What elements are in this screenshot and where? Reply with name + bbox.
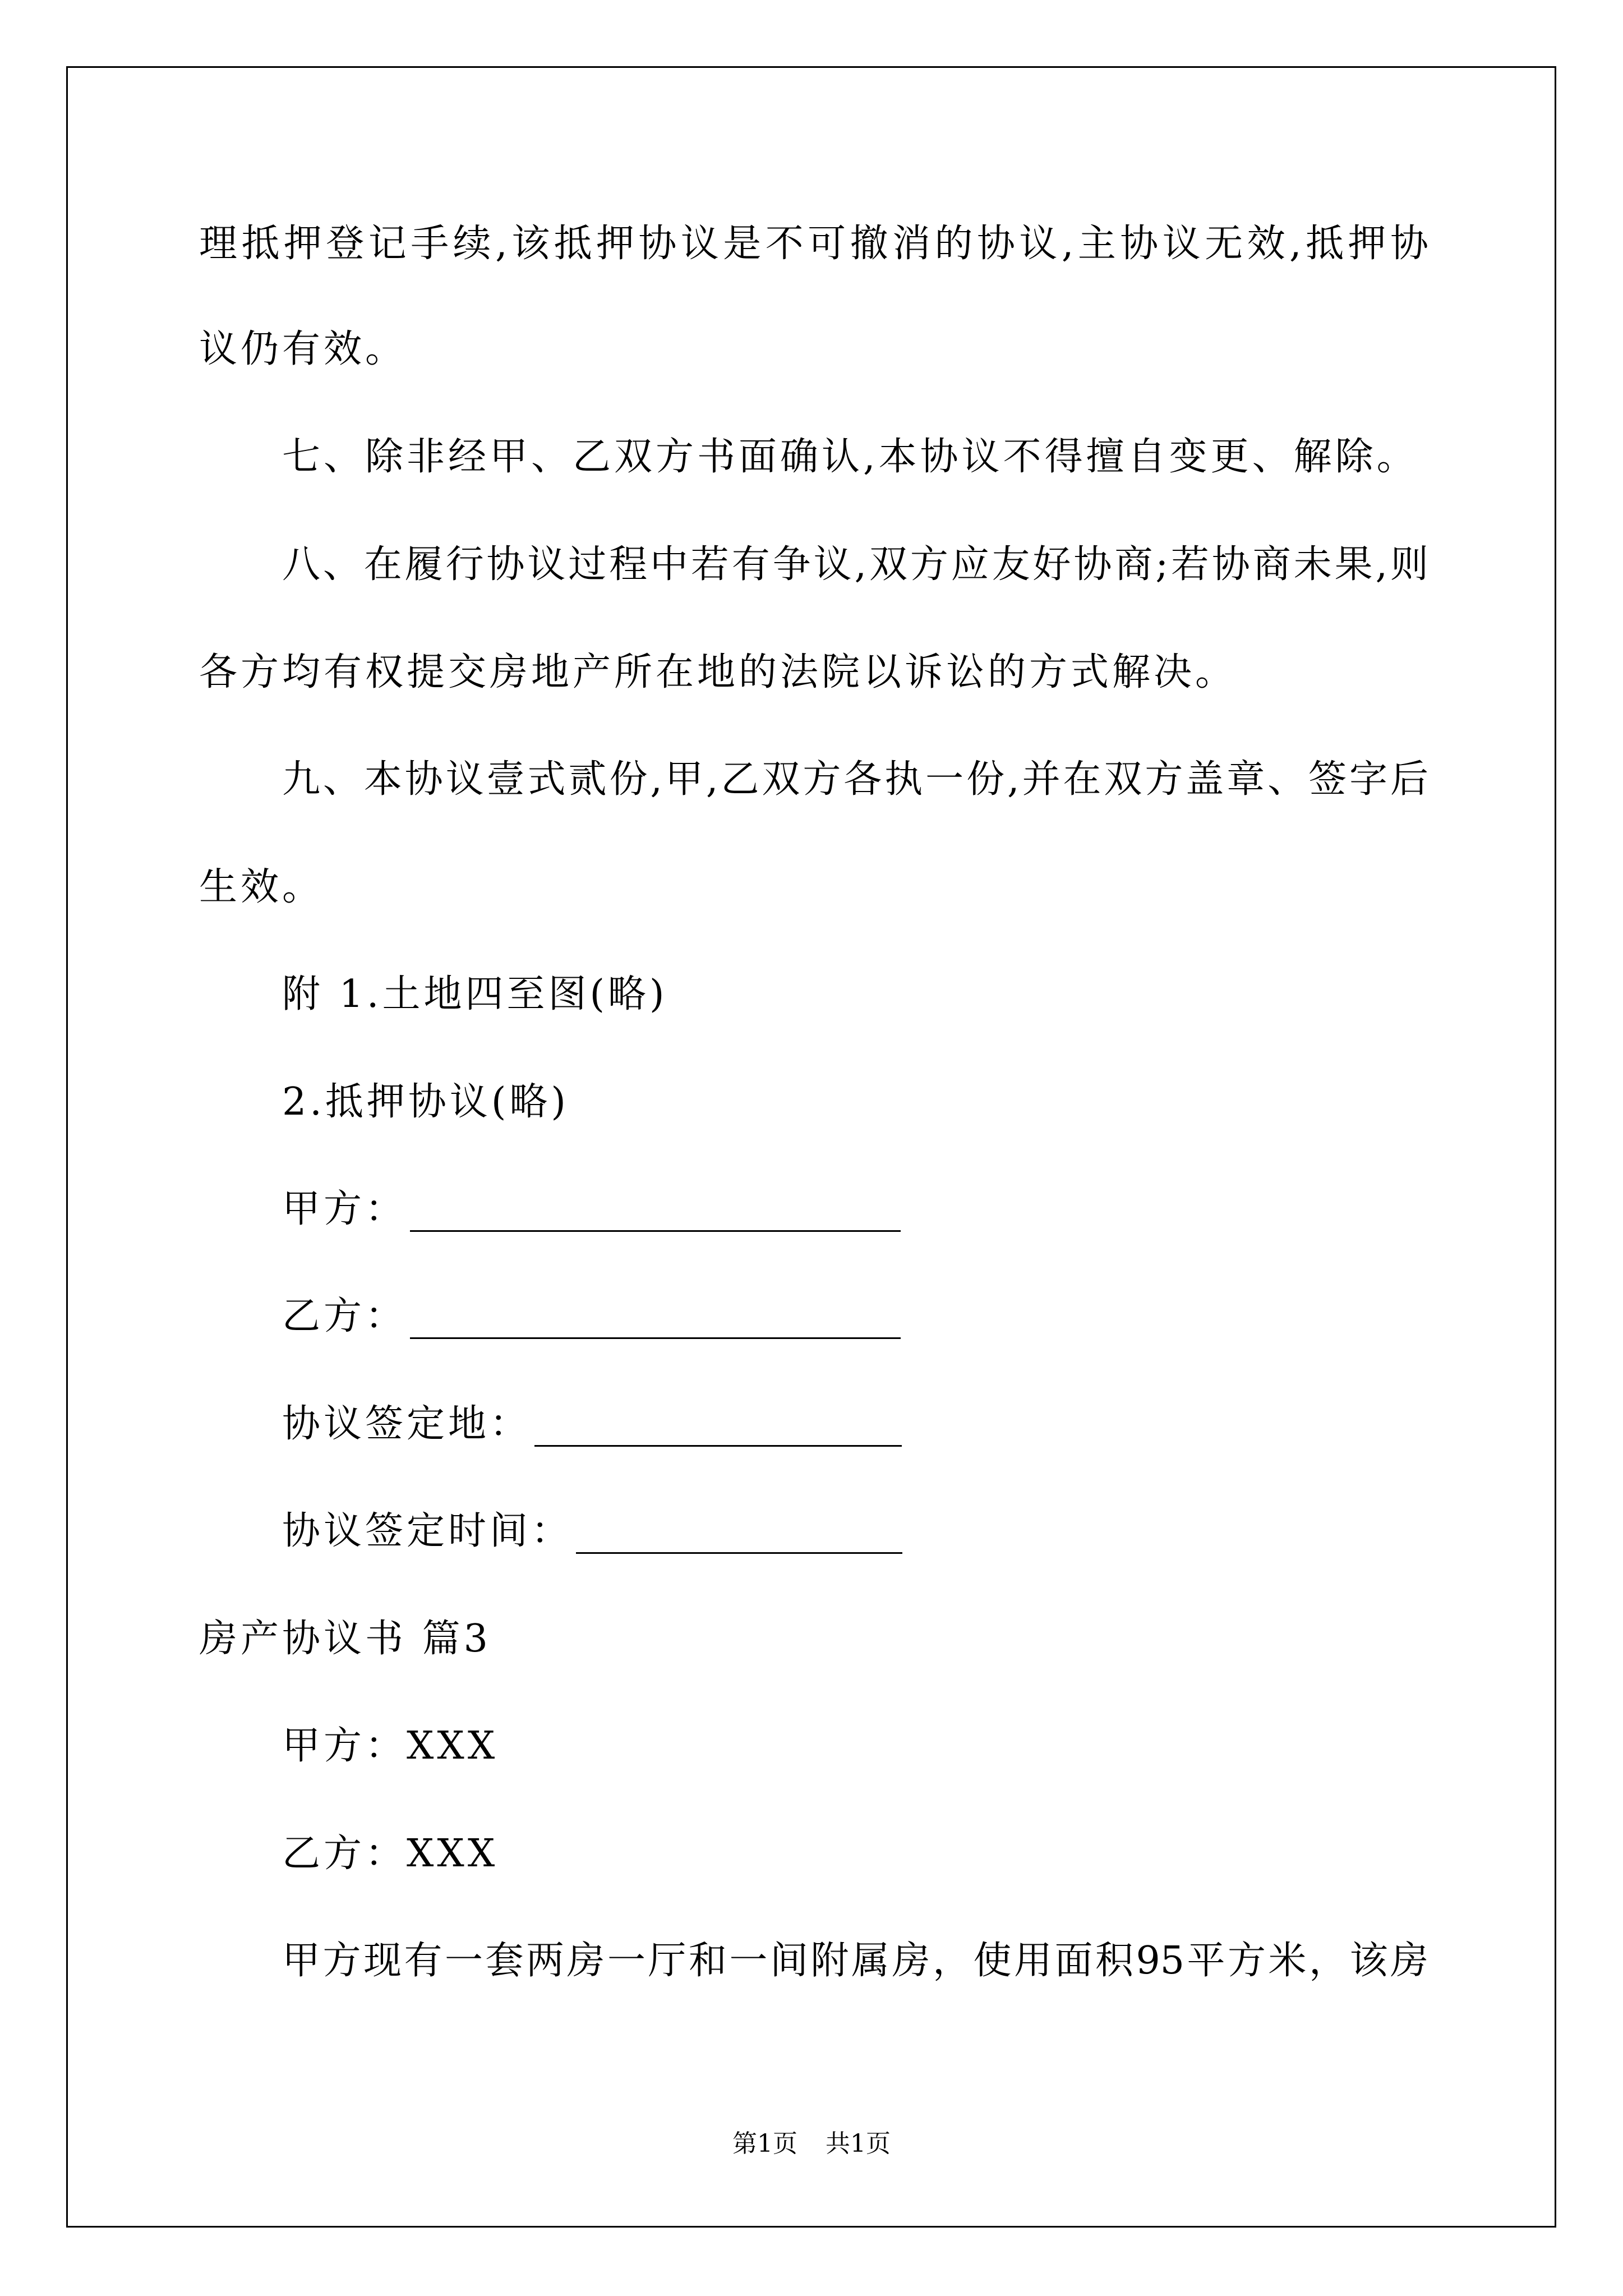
clause-seven: 七、除非经甲、乙双方书面确认,本协议不得擅自变更、解除。	[282, 435, 1418, 479]
sign-time-field	[282, 1509, 902, 1554]
sign-place-label: 协议签定地：	[282, 1402, 532, 1446]
section-title: 房产协议书 篇3	[199, 1617, 491, 1661]
party-a-label: 甲方：	[282, 1187, 407, 1231]
party-b-label: 乙方：	[282, 1294, 407, 1338]
clause-nine: 九、本协议壹式贰份,甲,乙双方各执一份,并在双方盖章、签字后	[282, 757, 1428, 802]
clause-eight: 八、在履行协议过程中若有争议,双方应友好协商;若协商未果,则	[282, 542, 1428, 587]
party-a-blank-line	[410, 1195, 901, 1232]
attachment-two: 2.抵押协议(略)	[282, 1080, 569, 1124]
paragraph-line: 生效。	[199, 865, 324, 909]
party-b-signature-field	[282, 1294, 901, 1339]
sign-time-blank-line	[576, 1517, 902, 1554]
party-a-signature-field	[282, 1187, 901, 1232]
page-total: 共1页	[826, 2129, 891, 2158]
party-b-line: 乙方：XXX	[282, 1832, 499, 1876]
party-b-blank-line	[410, 1303, 901, 1339]
attachment-one: 附 1.土地四至图(略)	[282, 972, 668, 1016]
sign-place-field	[282, 1402, 902, 1447]
paragraph-line: 理抵押登记手续,该抵押协议是不可撤消的协议,主协议无效,抵押协	[199, 222, 1428, 266]
sign-time-label: 协议签定时间：	[282, 1509, 573, 1553]
paragraph-line: 议仍有效。	[199, 327, 407, 371]
party-a-line: 甲方：XXX	[282, 1724, 499, 1768]
paragraph-line: 各方均有权提交房地产所在地的法院以诉讼的方式解决。	[199, 650, 1237, 694]
page-border	[66, 66, 1556, 2228]
page-footer	[0, 2129, 1623, 2159]
page-number: 第1页	[732, 2129, 797, 2158]
sign-place-blank-line	[534, 1410, 902, 1447]
paragraph-line: 甲方现有一套两房一厅和一间附属房，使用面积95平方米，该房	[282, 1939, 1428, 1983]
